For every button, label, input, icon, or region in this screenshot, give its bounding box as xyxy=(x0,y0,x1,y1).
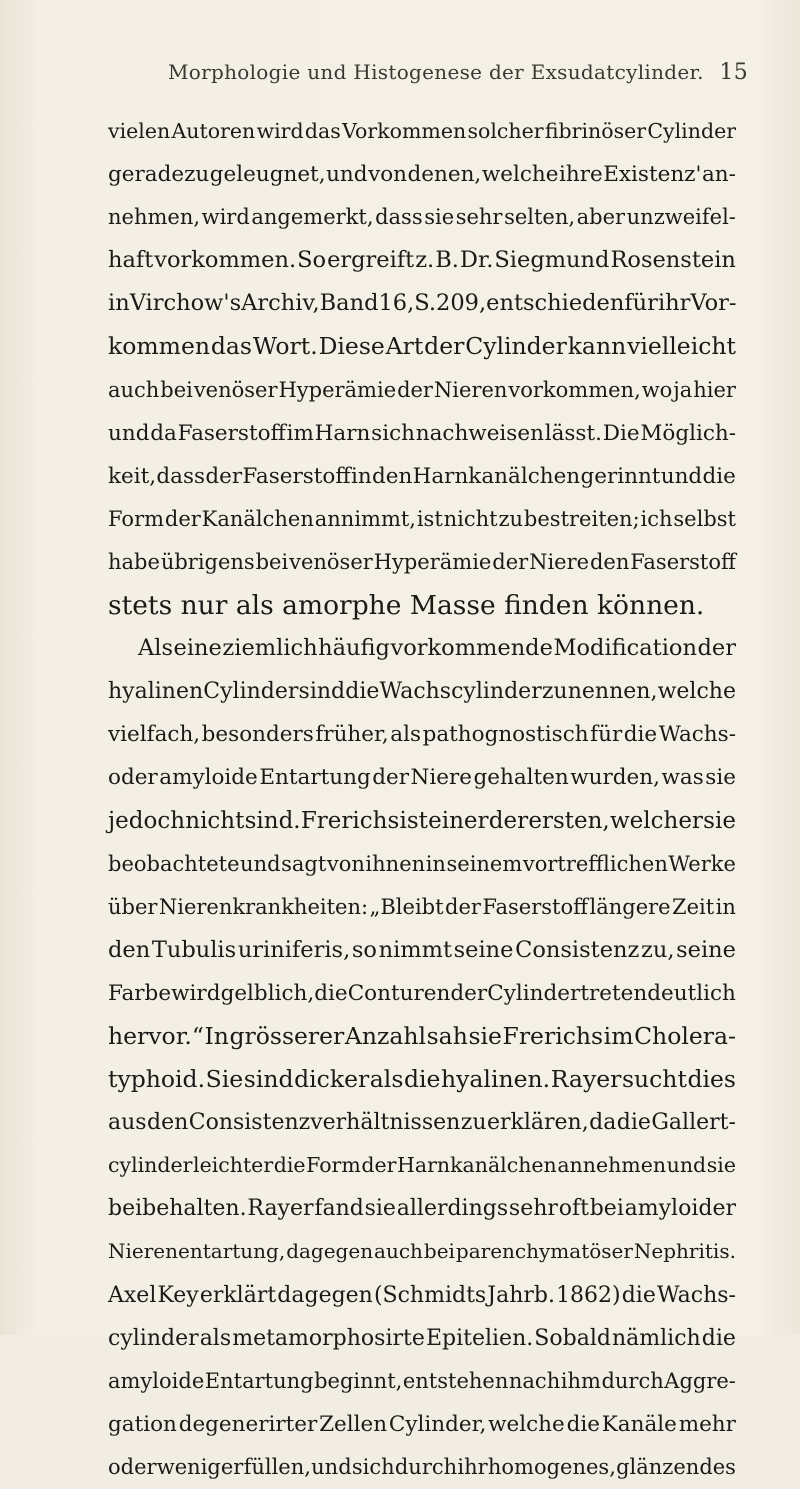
text-line: in Virchow's Archiv, Band 16, S. 209, entschieden für ihr Vor- xyxy=(108,290,737,317)
text-line: Axel Key erklärt dagegen (Schmidts Jahrb. 1862) die Wachs- xyxy=(108,1282,736,1308)
text-line: cylinder als metamorphosirte Epitelien. Sobald nämlich die xyxy=(108,1325,736,1351)
text-line: vielen Autoren wird das Vorkommen solcher fibrinöser Cylinder xyxy=(108,119,736,143)
text-line: beibehalten. Rayer fand sie allerdings sehr oft bei amyloider xyxy=(108,1196,736,1222)
text-line: haft vorkommen. So ergreift z. B. Dr. Siegmund Rosenstein xyxy=(108,247,736,274)
text-line: stets nur als amorphe Masse finden können. xyxy=(108,590,705,622)
text-line: oder weniger füllen, und sich durch ihr homogenes, glänzendes xyxy=(108,1454,736,1479)
text-line: über Nierenkrankheiten: „Bleibt der Faserstoff längere Zeit in xyxy=(108,894,736,919)
text-line: gation degenerirter Zellen Cylinder, welche die Kanäle mehr xyxy=(108,1411,736,1437)
text-line: keit, dass der Faserstoff in den Harnkanälchen gerinnt und die xyxy=(108,463,736,489)
text-line: jedoch nicht sind. Frerichs ist einer der ersten, welcher sie xyxy=(108,807,736,834)
text-line: Farbe wird gelblich, die Conturen der Cylinder treten deutlich xyxy=(108,980,736,1006)
running-header xyxy=(168,60,748,100)
text-line: Als eine ziemlich häufig vorkommende Modification der xyxy=(138,635,736,662)
text-line: habe übrigens bei venöser Hyperämie der Niere den Faserstoff xyxy=(108,549,736,574)
body-text xyxy=(108,110,736,1489)
text-line: auch bei venöser Hyperämie der Nieren vorkommen, wo ja hier xyxy=(108,377,736,402)
text-line: kommen das Wort. Diese Art der Cylinder kann vielleicht xyxy=(108,332,736,361)
text-line: cylinder leichter die Form der Harnkanälchen annehmen und sie xyxy=(108,1153,736,1178)
text-line: vielfach, besonders früher, als pathognostisch für die Wachs- xyxy=(108,722,736,748)
text-line: oder amyloide Entartung der Niere gehalten wurden, was sie xyxy=(108,765,736,791)
text-line: Nierenentartung, dagegen auch bei parenchymatöser Nephritis. xyxy=(108,1239,736,1264)
text-line: und da Faserstoff im Harn sich nachweisen lässt. Die Möglich- xyxy=(108,420,736,446)
page-number: 15 xyxy=(719,60,748,85)
text-line: hervor.“ In grösserer Anzahl sah sie Frerichs im Cholera- xyxy=(108,1021,736,1050)
text-line: amyloide Entartung beginnt, entstehen nach ihm durch Aggre- xyxy=(108,1368,736,1393)
text-line: Form der Kanälchen annimmt, ist nicht zu bestreiten; ich selbst xyxy=(108,506,736,531)
text-line: aus den Consistenzverhältnissen zu erklären, da die Gallert- xyxy=(108,1110,736,1136)
text-line: typhoid. Sie sind dicker als die hyalinen. Rayer sucht dies xyxy=(108,1065,736,1094)
text-line: nehmen, wird angemerkt, dass sie sehr selten, aber unzweifel- xyxy=(108,205,736,230)
text-line: geradezu geleugnet, und von denen, welche ihre Existenz' an- xyxy=(108,162,736,188)
text-line: hyalinen Cylinder sind die Wachscylinder zu nennen, welche xyxy=(108,679,736,705)
text-line: den Tubulis uriniferis, so nimmt seine Consistenz zu, seine xyxy=(108,936,736,963)
header-title: Morphologie und Histogenese der Exsudatcylinder. xyxy=(168,60,704,84)
text-line: beobachtete und sagt von ihnen in seinem vortrefflichen Werke xyxy=(108,851,736,876)
